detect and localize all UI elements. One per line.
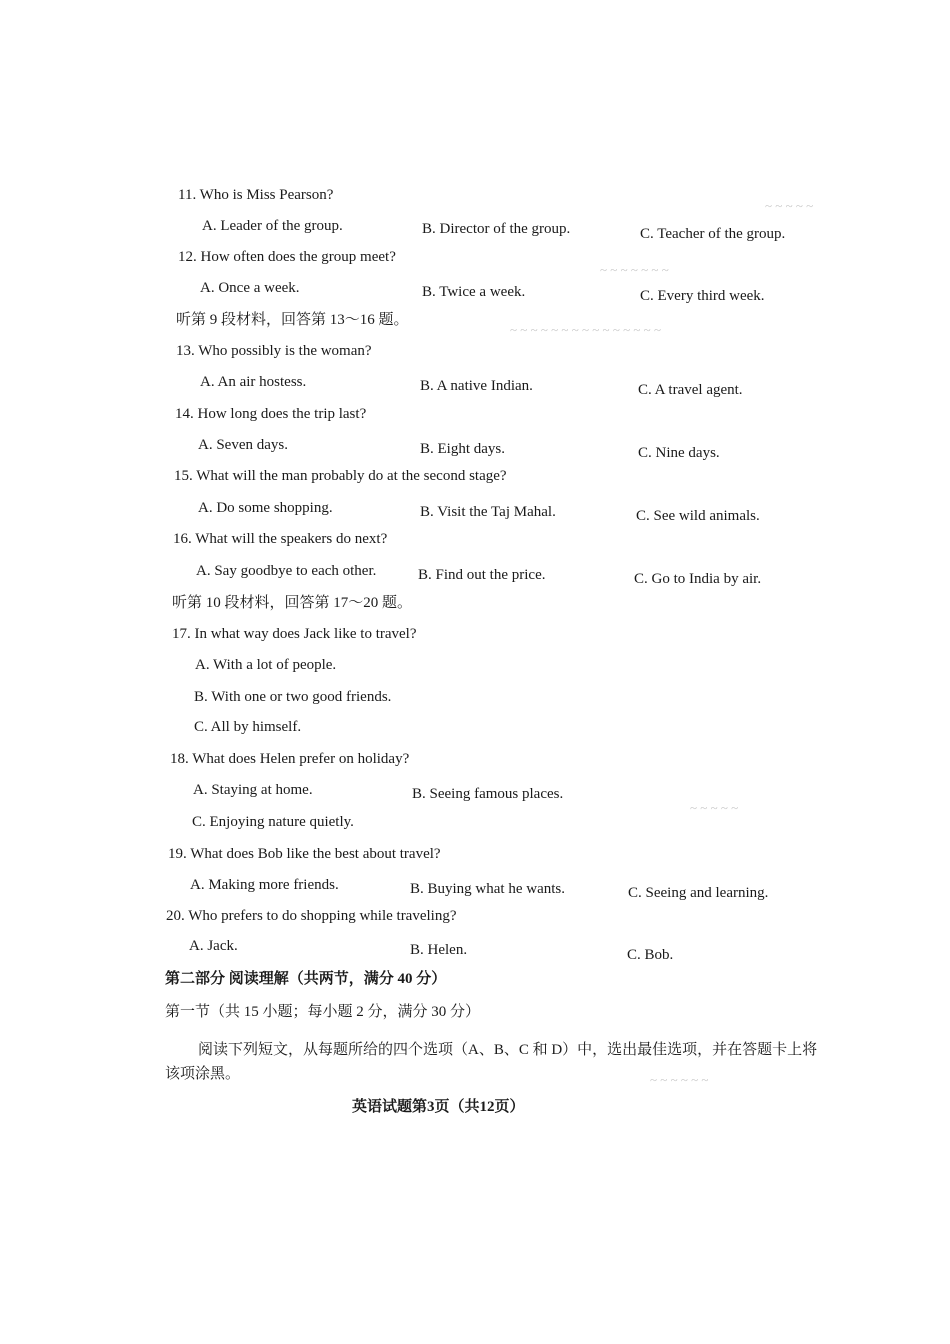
question-17-option-b: B. With one or two good friends.	[194, 689, 392, 705]
question-15-stem: 15. What will the man probably do at the second stage?	[174, 468, 507, 484]
question-16-option-c: C. Go to India by air.	[634, 571, 762, 587]
question-11-option-a: A. Leader of the group.	[202, 218, 343, 234]
question-11-option-c: C. Teacher of the group.	[640, 226, 786, 242]
question-20-option-b: B. Helen.	[410, 942, 468, 958]
question-12-option-c: C. Every third week.	[640, 288, 765, 304]
question-18-option-c: C. Enjoying nature quietly.	[192, 814, 354, 830]
question-17-option-a: A. With a lot of people.	[195, 657, 337, 673]
question-16-option-a: A. Say goodbye to each other.	[196, 563, 377, 579]
question-13-stem: 13. Who possibly is the woman?	[176, 343, 372, 359]
question-18-option-a: A. Staying at home.	[193, 782, 313, 798]
reading-instructions-line-2: 该项涂黑。	[165, 1066, 241, 1082]
question-15-option-c: C. See wild animals.	[636, 508, 760, 524]
question-12-option-b: B. Twice a week.	[422, 284, 526, 300]
bleed-through-text: ~ ~ ~ ~ ~	[765, 198, 814, 213]
question-15-option-a: A. Do some shopping.	[198, 500, 333, 516]
question-19-option-c: C. Seeing and learning.	[628, 885, 769, 901]
question-16-stem: 16. What will the speakers do next?	[173, 531, 388, 547]
part-2-heading: 第二部分 阅读理解（共两节，满分 40 分）	[165, 971, 447, 987]
question-11-option-b: B. Director of the group.	[422, 221, 571, 237]
section-1-heading: 第一节（共 15 小题；每小题 2 分，满分 30 分）	[165, 1004, 481, 1020]
bleed-through-text: ~ ~ ~ ~ ~ ~ ~	[600, 262, 669, 277]
section-heading-segment-9: 听第 9 段材料，回答第 13～16 题。	[176, 312, 409, 328]
question-19-stem: 19. What does Bob like the best about travel?	[168, 846, 441, 862]
section-heading-segment-10: 听第 10 段材料，回答第 17～20 题。	[172, 595, 413, 611]
question-12-stem: 12. How often does the group meet?	[178, 249, 396, 265]
question-12-option-a: A. Once a week.	[200, 280, 300, 296]
bleed-through-text: ~ ~ ~ ~ ~ ~	[650, 1072, 709, 1087]
question-14-option-c: C. Nine days.	[638, 445, 720, 461]
question-16-option-b: B. Find out the price.	[418, 567, 546, 583]
question-13-option-c: C. A travel agent.	[638, 382, 743, 398]
reading-instructions-line-1: 阅读下列短文，从每题所给的四个选项（A、B、C 和 D）中，选出最佳选项，并在答题卡上将	[198, 1042, 818, 1058]
question-19-option-b: B. Buying what he wants.	[410, 881, 565, 897]
question-11-stem: 11. Who is Miss Pearson?	[178, 187, 334, 203]
question-20-stem: 20. Who prefers to do shopping while traveling?	[166, 908, 457, 924]
question-18-option-b: B. Seeing famous places.	[412, 786, 564, 802]
question-20-option-a: A. Jack.	[189, 938, 238, 954]
question-14-option-b: B. Eight days.	[420, 441, 505, 457]
question-18-stem: 18. What does Helen prefer on holiday?	[170, 751, 410, 767]
question-17-option-c: C. All by himself.	[194, 719, 302, 735]
question-14-option-a: A. Seven days.	[198, 437, 288, 453]
bleed-through-text: ~ ~ ~ ~ ~ ~ ~ ~ ~ ~ ~ ~ ~ ~ ~	[510, 322, 661, 337]
question-17-stem: 17. In what way does Jack like to travel?	[172, 626, 417, 642]
question-13-option-b: B. A native Indian.	[420, 378, 533, 394]
question-13-option-a: A. An air hostess.	[200, 374, 307, 390]
bleed-through-text: ~ ~ ~ ~ ~	[690, 800, 739, 815]
question-15-option-b: B. Visit the Taj Mahal.	[420, 504, 556, 520]
question-19-option-a: A. Making more friends.	[190, 877, 339, 893]
question-20-option-c: C. Bob.	[627, 947, 674, 963]
question-14-stem: 14. How long does the trip last?	[175, 406, 367, 422]
page-footer: 英语试题第3页（共12页）	[352, 1099, 525, 1115]
